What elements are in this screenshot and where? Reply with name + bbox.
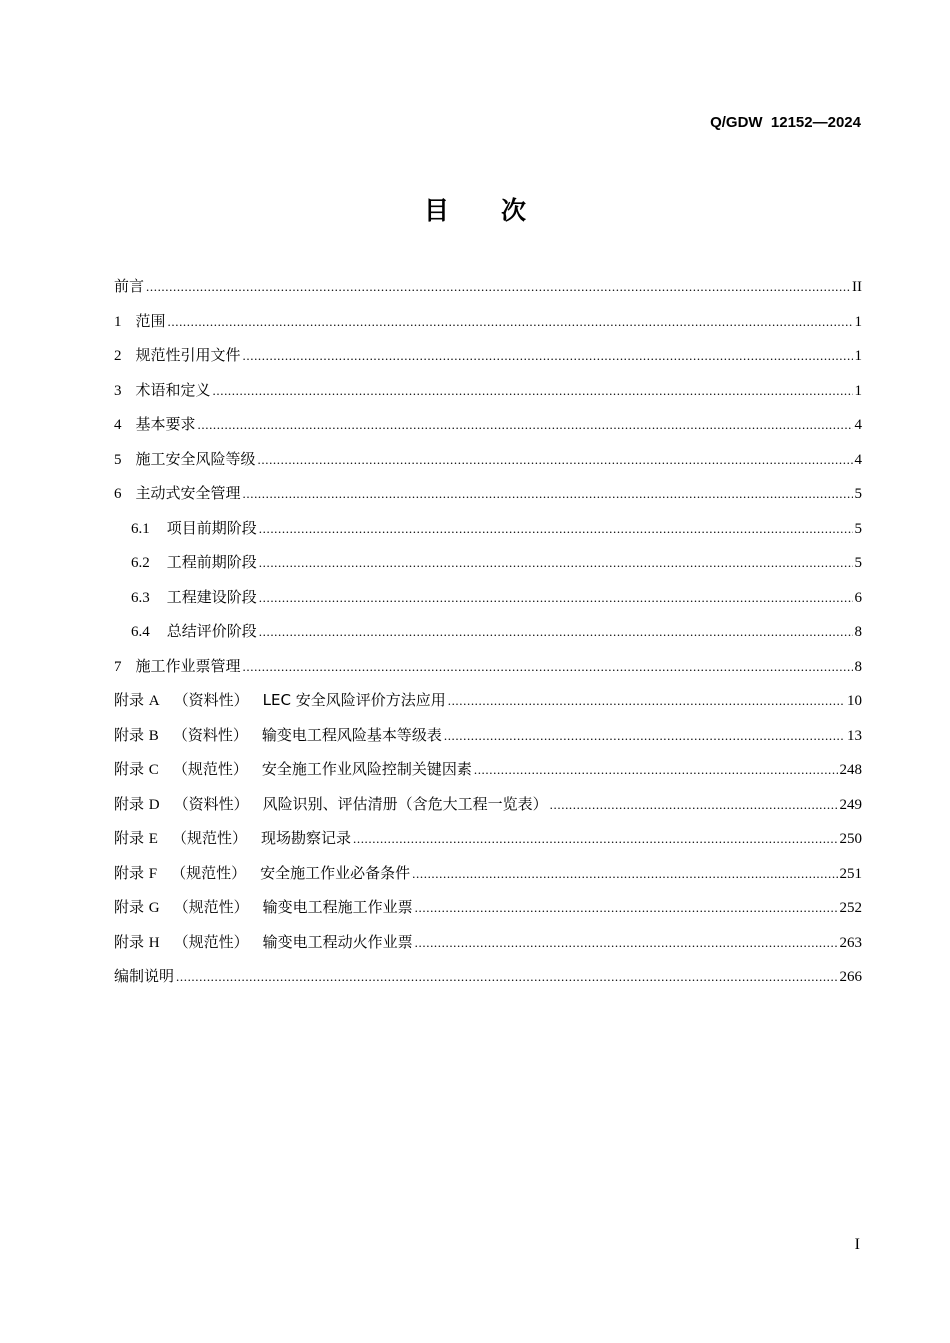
toc-leader-dots — [259, 553, 853, 573]
title-part-2: 次 — [501, 196, 527, 225]
toc-entry-number: 3 — [114, 382, 122, 399]
toc-entry-number: 4 — [114, 417, 122, 433]
appendix-label: 附录 — [114, 898, 145, 916]
appendix-letter: C — [148, 762, 159, 778]
toc-entry-title: 总结评价阶段 — [166, 622, 257, 640]
toc-entry-title: 项目前期阶段 — [166, 518, 257, 537]
appendix-letter: A — [148, 693, 160, 709]
toc-leader-dots — [448, 691, 845, 711]
appendix-prefix — [114, 759, 159, 780]
toc-page-number: 10 — [847, 693, 862, 709]
toc-leader-dots — [258, 450, 853, 470]
toc-entry-compilation-notes[interactable] — [114, 966, 862, 1001]
toc-entry-6-4[interactable] — [114, 621, 862, 656]
toc-entry-title: 术语和定义 — [135, 380, 211, 399]
toc-leader-dots — [213, 381, 853, 401]
title-part-1: 目 — [423, 196, 449, 225]
toc-leader-dots — [474, 760, 838, 780]
toc-page-number: 249 — [839, 796, 862, 813]
toc-entry-number: 6 — [114, 486, 122, 502]
toc-entry-number: 7 — [114, 658, 122, 675]
toc-page-number: 6 — [854, 589, 862, 606]
toc-entry-6-2[interactable] — [114, 552, 862, 587]
toc-entry-title: 安全施工作业必备条件 — [260, 863, 411, 882]
toc-page-number: 1 — [854, 348, 862, 364]
toc-page-number: 5 — [854, 520, 862, 537]
toc-entry-title: 安全施工作业风险控制关键因素 — [261, 760, 472, 778]
toc-leader-dots — [243, 484, 853, 504]
toc-entry-number: 6.3 — [131, 589, 150, 606]
toc-entry-number: 6.2 — [131, 555, 150, 571]
appendix-prefix — [114, 897, 160, 918]
toc-leader-dots — [550, 795, 838, 815]
appendix-label: 附录 — [114, 725, 145, 744]
toc-entry-number: 1 — [114, 313, 122, 330]
appendix-prefix — [114, 794, 160, 815]
toc-page-number: 1 — [854, 313, 862, 330]
document-code: Q/GDW 12152—2024 — [710, 114, 861, 131]
appendix-kind: （资料性） — [172, 725, 248, 744]
page-number: I — [854, 1236, 860, 1253]
toc-entry-number: 6.4 — [131, 624, 150, 640]
toc-entry-5[interactable] — [114, 449, 862, 484]
toc-leader-dots — [259, 519, 853, 539]
toc-page-number: 250 — [839, 831, 862, 847]
toc-leader-dots — [353, 829, 838, 849]
appendix-prefix — [114, 690, 160, 711]
toc-entry-title: LEC 安全风险评价方法应用 — [262, 691, 446, 709]
toc-leader-dots — [146, 277, 850, 297]
appendix-kind: （规范性） — [171, 863, 247, 882]
toc-entry-title: 主动式安全管理 — [135, 484, 241, 502]
toc-entry-title: 基本要求 — [135, 415, 196, 433]
appendix-prefix — [114, 828, 158, 849]
appendix-prefix — [114, 863, 157, 884]
appendix-kind: （资料性） — [173, 794, 249, 813]
toc-page-number: 263 — [839, 934, 862, 951]
appendix-label: 附录 — [114, 829, 145, 847]
toc-page-number: 4 — [854, 451, 862, 468]
toc-entry-number: 6.1 — [131, 520, 150, 537]
toc-entry-title: 现场勘察记录 — [260, 829, 351, 847]
toc-page-number: 8 — [854, 624, 862, 640]
toc-page-number: 1 — [854, 382, 862, 399]
toc-leader-dots — [415, 933, 838, 953]
appendix-prefix — [114, 725, 159, 746]
toc-entry-number: 2 — [114, 348, 122, 364]
toc-entry-title: 输变电工程风险基本等级表 — [261, 725, 442, 744]
appendix-label: 附录 — [114, 760, 145, 778]
toc-entry-1[interactable] — [114, 311, 862, 346]
toc-leader-dots — [176, 967, 837, 987]
toc-entry-2[interactable] — [114, 345, 862, 380]
appendix-prefix — [114, 932, 160, 953]
appendix-label: 附录 — [114, 794, 145, 813]
toc-page-number: II — [852, 279, 862, 295]
toc-appendix-f[interactable] — [114, 863, 862, 898]
toc-leader-dots — [444, 726, 845, 746]
toc-entry-6[interactable] — [114, 483, 862, 518]
table-of-contents — [114, 276, 862, 1001]
toc-leader-dots — [243, 346, 853, 366]
toc-page-number: 252 — [839, 900, 862, 916]
toc-page-number: 4 — [854, 417, 862, 433]
toc-entry-number: 5 — [114, 451, 122, 468]
toc-entry-3[interactable] — [114, 380, 862, 415]
toc-entry-title: 前言 — [114, 277, 145, 295]
toc-appendix-c[interactable] — [114, 759, 862, 794]
page-title — [0, 191, 950, 227]
appendix-letter: D — [148, 796, 160, 813]
toc-appendix-h[interactable] — [114, 932, 862, 967]
toc-leader-dots — [168, 312, 853, 332]
toc-entry-title: 规范性引用文件 — [135, 346, 241, 364]
toc-appendix-b[interactable] — [114, 725, 862, 760]
toc-page-number: 251 — [839, 865, 862, 882]
toc-page-number: 248 — [839, 762, 862, 778]
toc-page-number: 13 — [847, 727, 862, 744]
toc-entry-title: 输变电工程动火作业票 — [262, 932, 413, 951]
toc-entry-title: 施工安全风险等级 — [135, 449, 256, 468]
appendix-label: 附录 — [114, 863, 145, 882]
appendix-kind: （规范性） — [172, 760, 248, 778]
toc-leader-dots — [243, 657, 853, 677]
toc-leader-dots — [415, 898, 838, 918]
toc-entry-6-1[interactable] — [114, 518, 862, 553]
appendix-letter: B — [148, 727, 159, 744]
toc-appendix-g[interactable] — [114, 897, 862, 932]
appendix-label: 附录 — [114, 932, 145, 951]
toc-entry-title: 风险识别、评估清册（含危大工程一览表） — [262, 794, 548, 813]
appendix-letter: F — [148, 865, 158, 882]
appendix-kind: （资料性） — [173, 691, 249, 709]
toc-entry-title: 输变电工程施工作业票 — [262, 898, 413, 916]
toc-entry-7[interactable] — [114, 656, 862, 691]
toc-appendix-d[interactable] — [114, 794, 862, 829]
toc-page-number: 8 — [854, 658, 862, 675]
toc-appendix-e[interactable] — [114, 828, 862, 863]
toc-page-number: 5 — [854, 555, 862, 571]
appendix-label: 附录 — [114, 691, 145, 709]
toc-entry-title: 工程建设阶段 — [166, 587, 257, 606]
toc-page-number: 5 — [854, 486, 862, 502]
appendix-kind: （规范性） — [173, 932, 249, 951]
toc-appendix-a[interactable] — [114, 690, 862, 725]
appendix-letter: H — [148, 934, 160, 951]
toc-entry-4[interactable] — [114, 414, 862, 449]
toc-leader-dots — [259, 622, 853, 642]
appendix-kind: （规范性） — [171, 829, 247, 847]
toc-entry-title: 工程前期阶段 — [166, 553, 257, 571]
appendix-letter: G — [148, 900, 160, 916]
toc-entry-title: 范围 — [135, 311, 166, 330]
appendix-letter: E — [148, 831, 158, 847]
toc-entry-title: 编制说明 — [114, 967, 175, 985]
toc-entry-title: 施工作业票管理 — [135, 656, 241, 675]
toc-leader-dots — [198, 415, 853, 435]
toc-entry-foreword[interactable] — [114, 276, 862, 311]
toc-entry-6-3[interactable] — [114, 587, 862, 622]
appendix-kind: （规范性） — [173, 898, 249, 916]
toc-leader-dots — [412, 864, 837, 884]
toc-page-number: 266 — [839, 969, 862, 985]
toc-leader-dots — [259, 588, 853, 608]
